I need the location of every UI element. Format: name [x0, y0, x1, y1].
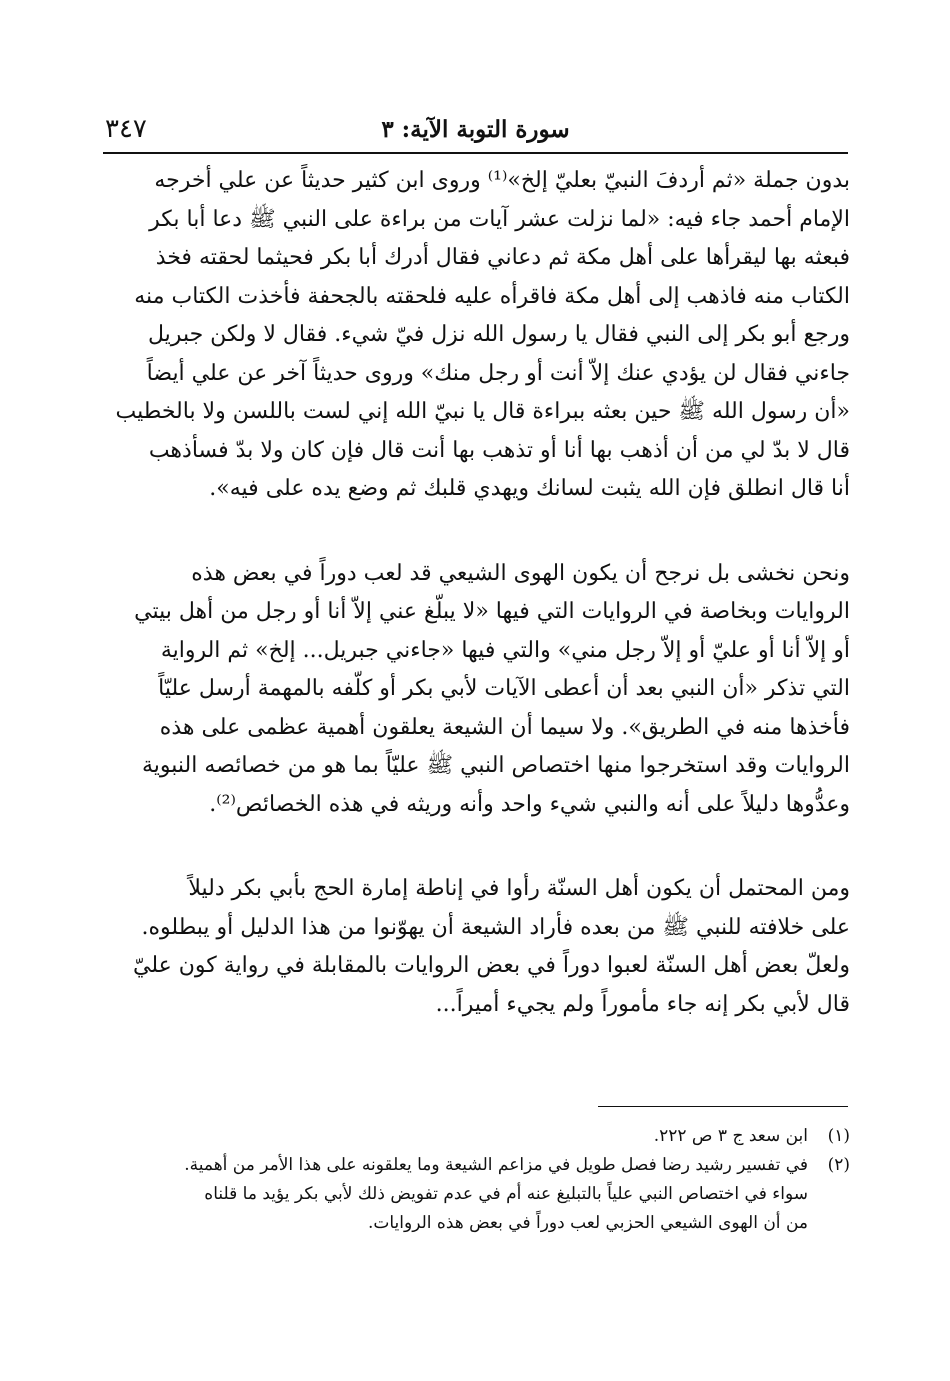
paragraph-spacer — [100, 509, 850, 555]
text-line: وعدُّوها دليلاً على أنه والنبي شيء واحد وأنه وريثه في هذه الخصائص⁽²⁾. — [209, 791, 850, 817]
paragraph-1 — [100, 162, 850, 509]
main-text — [100, 162, 850, 1024]
footnote-text — [100, 1122, 808, 1151]
footnote-2 — [100, 1151, 850, 1238]
text-line: التي تذكر «أن النبي بعد أن أعطى الآيات لأبي بكر أو كلّفه بالمهمة أرسل عليّاً — [158, 676, 850, 701]
text-line: على خلافته للنبي ﷺ من بعده فأراد الشيعة أن يهوّنوا من هذا الدليل أو يبطلوه. — [141, 914, 850, 940]
text-line: ولعلّ بعض أهل السنّة لعبوا دوراً في بعض الروايات بالمقابلة في رواية كون عليّ — [133, 953, 850, 978]
text-line: فأخذها منه في الطريق». ولا سيما أن الشيعة يعلقون أهمية عظمى على هذه — [159, 714, 850, 740]
text-line: جاءني فقال لن يؤدي عنك إلاّ أنت أو رجل منك» وروى حديثاً آخر عن علي أيضاً — [146, 360, 850, 386]
footnote-number: (١) — [827, 1126, 850, 1146]
text-line: الروايات وقد استخرجوا منها اختصاص النبي ﷺ عليّاً بما هو من خصائصه النبوية — [142, 753, 850, 778]
footnote-divider — [598, 1106, 848, 1107]
text-line: قال لا بدّ لي من أن أذهب بها أنا أو تذهب بها أنت قال فإن كان ولا بدّ فسأذهب — [148, 437, 850, 463]
text-line: الإمام أحمد جاء فيه: «لما نزلت عشر آيات من براءة على النبي ﷺ دعا أبا بكر — [149, 206, 850, 232]
text-line: «أن رسول الله ﷺ حين بعثه ببراءة قال يا نبيّ الله إني لست باللسن ولا بالخطيب — [115, 399, 850, 424]
paragraph-2 — [100, 555, 850, 825]
paragraph-3 — [100, 870, 850, 1024]
text-line: الروايات وبخاصة في الروايات التي فيها «لا يبلّغ عني إلاّ أنا أو رجل من أهل بيتي — [134, 599, 850, 624]
running-title: سورة التوبة الآية: ٣ — [381, 116, 570, 143]
page-number: ٣٤٧ — [105, 114, 147, 144]
footnotes — [100, 1122, 850, 1238]
text-line: قال لأبي بكر إنه جاء مأموراً ولم يجيء أميراً... — [435, 991, 850, 1017]
footnote-number: (٢) — [827, 1155, 850, 1175]
footnote-line: من أن الهوى الشيعي الحزبي لعب دوراً في بعض هذه الروايات. — [367, 1213, 808, 1233]
text-line: ومن المحتمل أن يكون أهل السنّة رأوا في إناطة إمارة الحج بأبي بكر دليلاً — [188, 876, 850, 901]
footnote-text — [100, 1151, 808, 1238]
text-line: أنا قال انطلق فإن الله يثبت لسانك ويهدي قلبك ثم وضع يده على فيه». — [209, 476, 850, 501]
text-line: ورجع أبو بكر إلى النبي فقال يا رسول الله نزل فيّ شيء. فقال لا ولكن جبريل — [148, 322, 850, 347]
text-line: بدون جملة «ثم أردفَ النبيّ بعليّ إلخ»⁽¹⁾ وروى ابن كثير حديثاً عن علي أخرجه — [154, 168, 850, 193]
footnote-line: ابن سعد ج ٣ ص ٢٢٢. — [653, 1126, 808, 1146]
page-header — [103, 112, 848, 154]
footnote-line: سواء في اختصاص النبي علياً بالتبليغ عنه أم في عدم تفويض ذلك لأبي بكر يؤيد ما قلناه — [204, 1184, 808, 1204]
text-line: أو إلاّ أنا أو عليّ أو إلاّ رجل مني» والتي فيها «جاءني جبريل... إلخ» ثم الرواية — [160, 637, 850, 663]
paragraph-spacer — [100, 824, 850, 870]
footnote-line: في تفسير رشيد رضا فصل طويل في مزاعم الشيعة وما يعلقونه على هذا الأمر من أهمية. — [184, 1155, 808, 1175]
text-line: الكتاب منه فاذهب إلى أهل مكة فاقرأه عليه فلحقته بالجحفة فأخذت الكتاب منه — [134, 283, 850, 309]
text-line: فبعثه بها ليقرأها على أهل مكة ثم دعاني فقال أدرك أبا بكر فحيثما لحقته فخذ — [155, 245, 850, 270]
footnote-1 — [100, 1122, 850, 1151]
text-line: ونحن نخشى بل نرجح أن يكون الهوى الشيعي قد لعب دوراً في بعض هذه — [191, 560, 850, 586]
